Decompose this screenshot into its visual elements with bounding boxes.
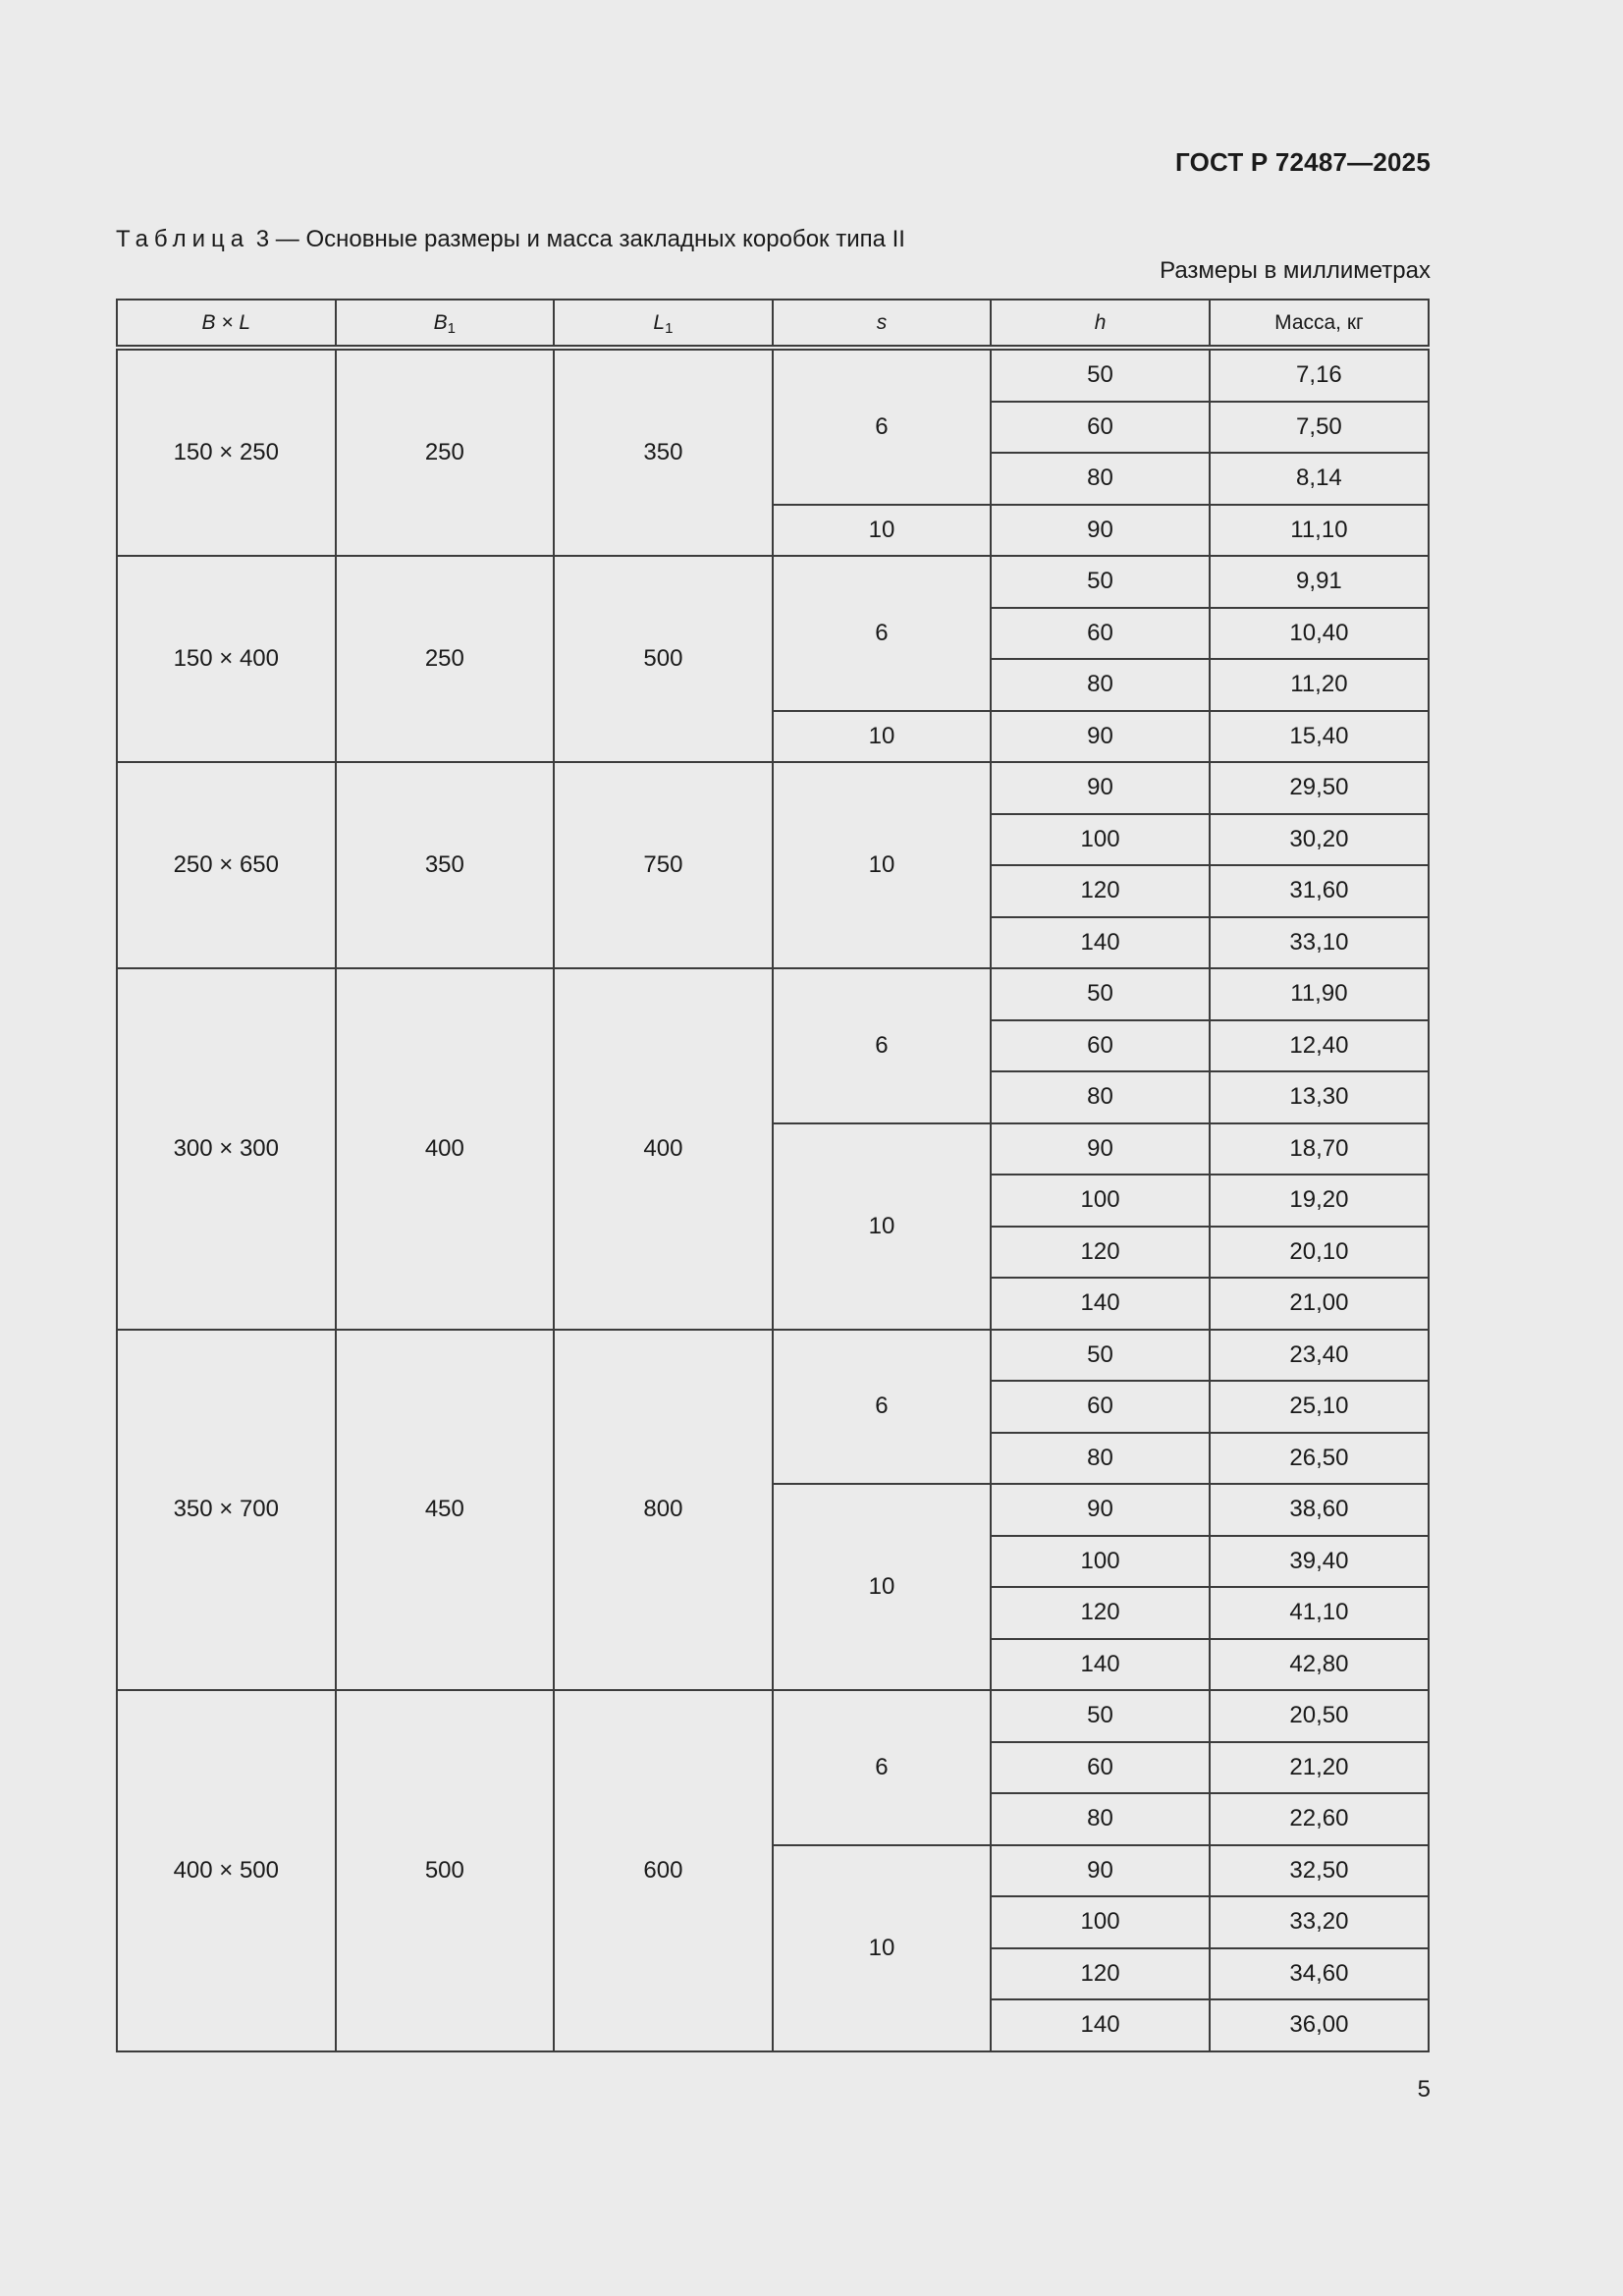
cell-mass: 20,10 [1210,1227,1429,1279]
cell-h: 140 [991,1278,1210,1330]
cell-h: 60 [991,608,1210,660]
cell-mass: 34,60 [1210,1948,1429,2000]
cell-mass: 29,50 [1210,762,1429,814]
dimensions-table [116,299,1430,2052]
cell-s: 10 [773,1484,992,1690]
cell-bxl: 150 × 400 [117,556,336,762]
table-caption-text: 3 — Основные размеры и масса закладных коробок типа II [255,226,905,252]
cell-mass: 9,91 [1210,556,1429,608]
cell-bxl: 150 × 250 [117,348,336,556]
cell-mass: 20,50 [1210,1690,1429,1742]
cell-h: 50 [991,348,1210,402]
cell-mass: 21,20 [1210,1742,1429,1794]
cell-mass: 31,60 [1210,865,1429,917]
cell-mass: 42,80 [1210,1639,1429,1691]
col-header-mass: Масса, кг [1210,300,1429,348]
cell-b1: 500 [336,1690,555,2051]
cell-h: 140 [991,917,1210,969]
cell-l1: 800 [554,1330,773,1691]
table-row [117,1330,1429,1382]
cell-mass: 11,90 [1210,968,1429,1020]
cell-mass: 25,10 [1210,1381,1429,1433]
cell-mass: 18,70 [1210,1123,1429,1175]
cell-mass: 33,10 [1210,917,1429,969]
cell-h: 100 [991,1175,1210,1227]
cell-mass: 23,40 [1210,1330,1429,1382]
cell-h: 90 [991,711,1210,763]
cell-s: 10 [773,762,992,968]
cell-b1: 450 [336,1330,555,1691]
cell-mass: 15,40 [1210,711,1429,763]
cell-mass: 30,20 [1210,814,1429,866]
cell-h: 120 [991,1587,1210,1639]
cell-l1: 400 [554,968,773,1330]
col-header-l1: $L_1$ [554,300,773,348]
cell-s: 10 [773,711,992,763]
cell-h: 100 [991,1536,1210,1588]
cell-mass: 12,40 [1210,1020,1429,1072]
cell-mass: 13,30 [1210,1071,1429,1123]
table-row [117,762,1429,814]
table-row [117,348,1429,402]
col-header-b1: $B_1$ [336,300,555,348]
cell-h: 80 [991,1793,1210,1845]
table-caption [116,226,905,253]
cell-s: 6 [773,556,992,711]
cell-h: 120 [991,1948,1210,2000]
cell-b1: 250 [336,348,555,556]
cell-mass: 21,00 [1210,1278,1429,1330]
cell-mass: 39,40 [1210,1536,1429,1588]
cell-mass: 33,20 [1210,1896,1429,1948]
table-row [117,968,1429,1020]
cell-s: 6 [773,1690,992,1845]
cell-h: 60 [991,1381,1210,1433]
cell-h: 140 [991,1639,1210,1691]
table-row [117,556,1429,608]
cell-mass: 7,16 [1210,348,1429,402]
cell-h: 90 [991,1123,1210,1175]
table-caption-word: Таблица [116,226,250,252]
col-header-h: h [991,300,1210,348]
col-header-s: s [773,300,992,348]
cell-mass: 22,60 [1210,1793,1429,1845]
cell-l1: 500 [554,556,773,762]
cell-h: 90 [991,762,1210,814]
cell-h: 90 [991,1845,1210,1897]
units-note: Размеры в миллиметрах [1160,257,1431,284]
cell-l1: 750 [554,762,773,968]
cell-h: 50 [991,1690,1210,1742]
cell-h: 140 [991,1999,1210,2051]
cell-h: 90 [991,1484,1210,1536]
cell-bxl: 250 × 650 [117,762,336,968]
cell-b1: 250 [336,556,555,762]
cell-mass: 10,40 [1210,608,1429,660]
table-row [117,1690,1429,1742]
cell-h: 50 [991,1330,1210,1382]
table-header-row [117,300,1429,348]
cell-s: 10 [773,505,992,557]
col-header-bxl: B × L [117,300,336,348]
cell-h: 100 [991,1896,1210,1948]
cell-mass: 8,14 [1210,453,1429,505]
cell-b1: 350 [336,762,555,968]
cell-l1: 350 [554,348,773,556]
table-body [117,348,1429,2051]
cell-s: 10 [773,1845,992,2051]
cell-bxl: 400 × 500 [117,1690,336,2051]
cell-mass: 38,60 [1210,1484,1429,1536]
cell-h: 60 [991,1020,1210,1072]
cell-h: 120 [991,865,1210,917]
cell-mass: 36,00 [1210,1999,1429,2051]
cell-s: 6 [773,1330,992,1485]
cell-mass: 11,10 [1210,505,1429,557]
cell-h: 120 [991,1227,1210,1279]
cell-mass: 11,20 [1210,659,1429,711]
cell-h: 100 [991,814,1210,866]
cell-s: 6 [773,348,992,505]
cell-h: 60 [991,1742,1210,1794]
page-number: 5 [1417,2076,1431,2103]
standard-id: ГОСТ Р 72487—2025 [1175,147,1431,177]
cell-h: 80 [991,659,1210,711]
cell-bxl: 300 × 300 [117,968,336,1330]
cell-mass: 19,20 [1210,1175,1429,1227]
cell-b1: 400 [336,968,555,1330]
cell-mass: 32,50 [1210,1845,1429,1897]
cell-h: 60 [991,402,1210,454]
cell-l1: 600 [554,1690,773,2051]
cell-mass: 26,50 [1210,1433,1429,1485]
cell-s: 6 [773,968,992,1123]
cell-mass: 41,10 [1210,1587,1429,1639]
cell-h: 90 [991,505,1210,557]
cell-h: 80 [991,453,1210,505]
cell-s: 10 [773,1123,992,1330]
cell-h: 80 [991,1433,1210,1485]
cell-h: 50 [991,968,1210,1020]
cell-h: 50 [991,556,1210,608]
cell-mass: 7,50 [1210,402,1429,454]
cell-bxl: 350 × 700 [117,1330,336,1691]
cell-h: 80 [991,1071,1210,1123]
